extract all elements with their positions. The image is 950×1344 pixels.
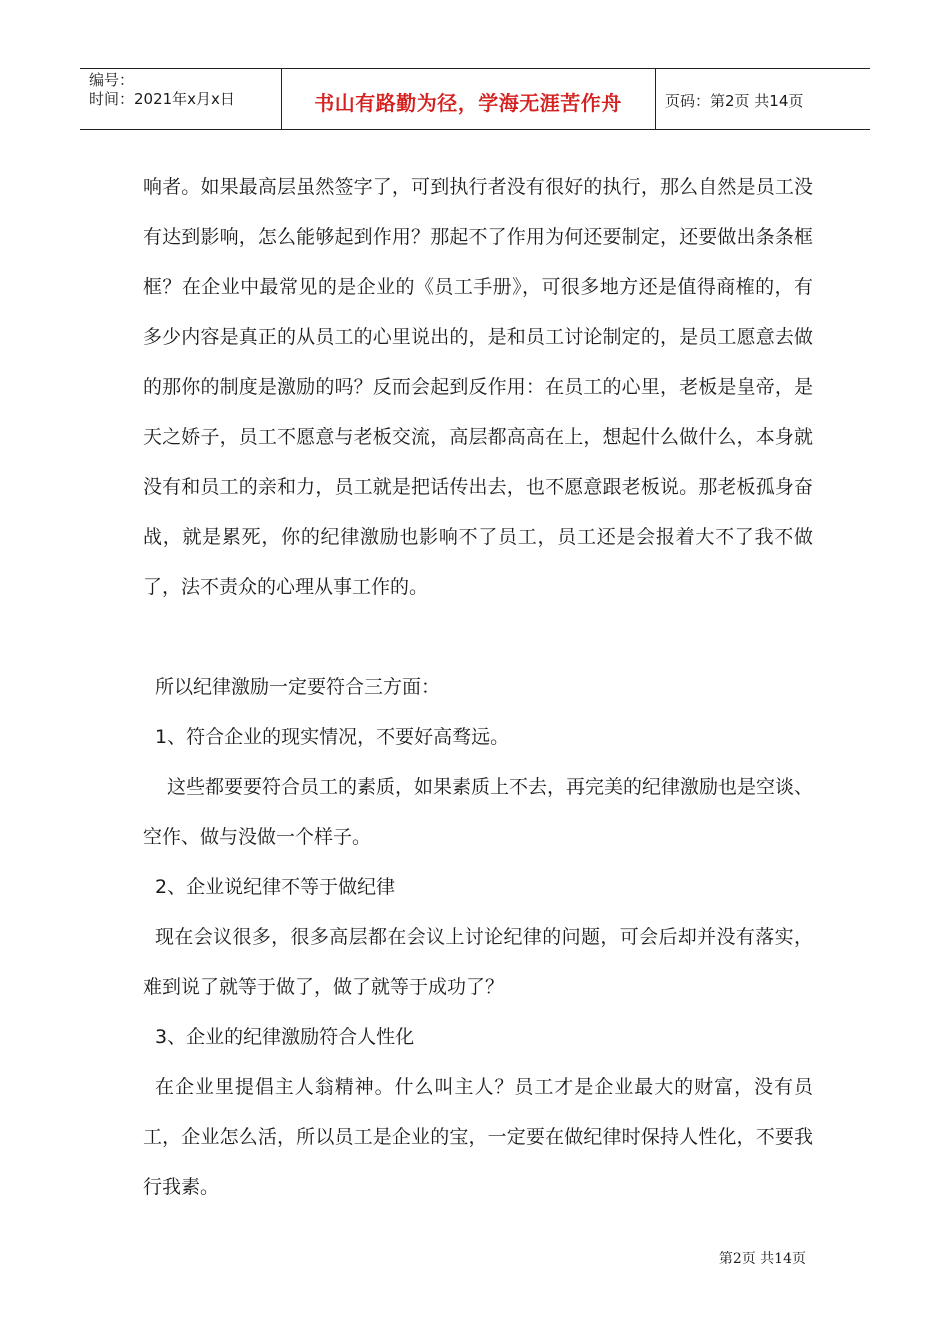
list-item-heading: 1、符合企业的现实情况，不要好高骛远。 [155, 726, 510, 748]
body-paragraph: 在企业里提倡主人翁精神。什么叫主人？员工才是企业最大的财富，没有员工，企业怎么活，所以员工是企业的宝，一定要在做纪律时保持人性化，不要我行我素。 [143, 1076, 813, 1198]
section-intro: 所以纪律激励一定要符合三方面： [155, 676, 441, 698]
list-item-heading: 3、企业的纪律激励符合人性化 [155, 1026, 415, 1048]
page-header [80, 68, 870, 130]
document-number-label: 编号： [89, 71, 135, 89]
body-paragraph: 响者。如果最高层虽然签字了，可到执行者没有很好的执行，那么自然是员工没有达到影响，怎么能够起到作用？那起不了作用为何还要制定，还要做出条条框框？在企业中最常见的是企业的《员工手册》，可很多地方还是值得商榷的，有多少内容是真正的从员工的心里说出的，是和员工讨论制定的，是员工愿意去做的那你的制度是激励的吗？反而会起到反作用：在员工的心里，老板是皇帝，是天之娇子，员工不愿意与老板交流，高层都高高在上，想起什么做什么，本身就没有和员工的亲和力，员工就是把话传出去，也不愿意跟老板说。那老板孤身奋战，就是累死，你的纪律激励也影响不了员工，员工还是会报着大不了我不做了，法不责众的心理从事工作的。 [143, 176, 813, 598]
header-page-info: 页码：第2页 共14页 [665, 92, 804, 110]
body-paragraph: 这些都要要符合员工的素质，如果素质上不去，再完美的纪律激励也是空谈、空作、做与没做一个样子。 [143, 776, 814, 848]
header-motto-cell [281, 69, 656, 129]
header-meta-cell [80, 69, 282, 129]
body-paragraph: 现在会议很多，很多高层都在会议上讨论纪律的问题，可会后却并没有落实，难到说了就等于做了，做了就等于成功了？ [143, 926, 813, 998]
document-body [143, 162, 813, 1212]
page-footer: 第2页 共14页 [718, 1251, 806, 1267]
header-page-cell [655, 69, 870, 129]
document-date-label: 时间：2021年x月x日 [89, 90, 235, 108]
header-motto: 书山有路勤为径，学海无涯苦作舟 [314, 91, 622, 115]
list-item-heading: 2、企业说纪律不等于做纪律 [155, 876, 396, 898]
